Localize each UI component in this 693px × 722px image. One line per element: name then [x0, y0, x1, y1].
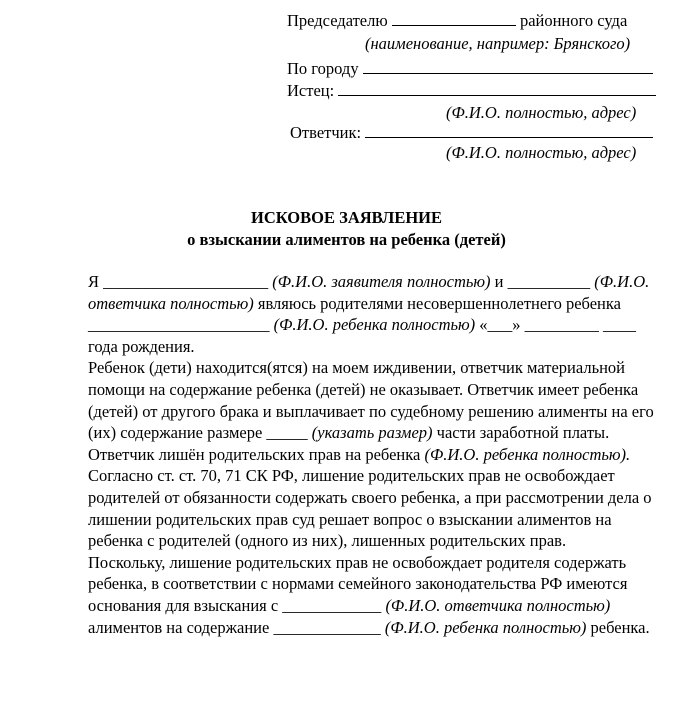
p5-text-e: ребенка. — [586, 617, 650, 637]
p5-text-c: алиментов на содержание _____________ — [88, 617, 385, 637]
header-plaintiff-line — [287, 80, 656, 101]
paragraph-2 — [40, 357, 670, 443]
paragraph-4: Согласно ст. ст. 70, 71 СК РФ, лишение родительских прав не освобождает родителей от обязанности содержать своего ребенка, а при рассмотрении дела о лишении родительских прав суд решает вопрос о взыскании алиментов на ребенка с родителей (одного из них), лишенных родительских прав. — [88, 466, 652, 551]
p1-text-c: и __________ — [490, 272, 595, 291]
p3-text-a: Ответчик лишён родительских прав на ребенка — [88, 444, 425, 464]
court-prefix: Председателю — [287, 11, 388, 30]
paragraph-3 — [40, 444, 670, 466]
city-label: По городу — [287, 59, 359, 78]
p1-text-a: Я ____________________ — [88, 272, 273, 291]
document-subtitle: о взыскании алиментов на ребенка (детей) — [187, 230, 506, 249]
paragraph-5 — [40, 552, 670, 638]
p1-hint-child: (Ф.И.О. ребенка полностью) — [273, 315, 476, 335]
defendant-blank — [365, 122, 653, 138]
court-suffix: районного суда — [519, 11, 628, 30]
p3-hint-child: (Ф.И.О. ребенка полностью). — [424, 444, 631, 464]
p2-text-c: части заработной платы. — [432, 423, 610, 443]
header-defendant-line — [290, 122, 653, 143]
header-court-line — [287, 10, 627, 31]
paragraph-1 — [40, 271, 670, 357]
plaintiff-hint: (Ф.И.О. полностью, адрес) — [446, 103, 637, 122]
p1-hint-defendant: (Ф.И.О. ответчика полностью) — [88, 272, 650, 313]
header-city-line — [287, 58, 653, 79]
document-title: ИСКОВОЕ ЗАЯВЛЕНИЕ — [251, 208, 442, 227]
defendant-label: Ответчик: — [290, 123, 362, 142]
plaintiff-blank — [338, 80, 656, 96]
p1-hint-applicant: (Ф.И.О. заявителя полностью) — [272, 272, 491, 291]
p5-hint-defendant: (Ф.И.О. ответчика полностью) — [385, 595, 611, 615]
p5-text-a: Поскольку, лишение родительских прав не освобождает родителя содержать ребенка, в соответствии с нормами семейного законодательства РФ имеются основания для взыскания с ____________ — [88, 552, 628, 615]
city-blank — [363, 58, 653, 74]
court-name-blank — [392, 10, 516, 26]
p1-text-e: являюсь родителями несовершеннолетнего ребенка ______________________ — [88, 293, 621, 335]
court-hint: (наименование, например: Брянского) — [365, 34, 631, 53]
p2-hint-amount: (указать размер) — [311, 423, 433, 443]
document-body — [40, 271, 670, 638]
plaintiff-label: Истец: — [287, 81, 335, 100]
defendant-hint: (Ф.И.О. полностью, адрес) — [446, 143, 637, 162]
p1-text-g: «___» _________ ____ года рождения. — [88, 315, 637, 356]
p5-hint-child: (Ф.И.О. ребенка полностью) — [384, 617, 587, 637]
p2-text-a: Ребенок (дети) находится(ятся) на моем иждивении, ответчик материальной помощи на содержание ребенка (детей) не оказывает. Ответчик имеет ребенка (детей) от другого брака и выплачивает по судебному решению алименты на его (их) содержание размере _____ — [88, 358, 654, 443]
